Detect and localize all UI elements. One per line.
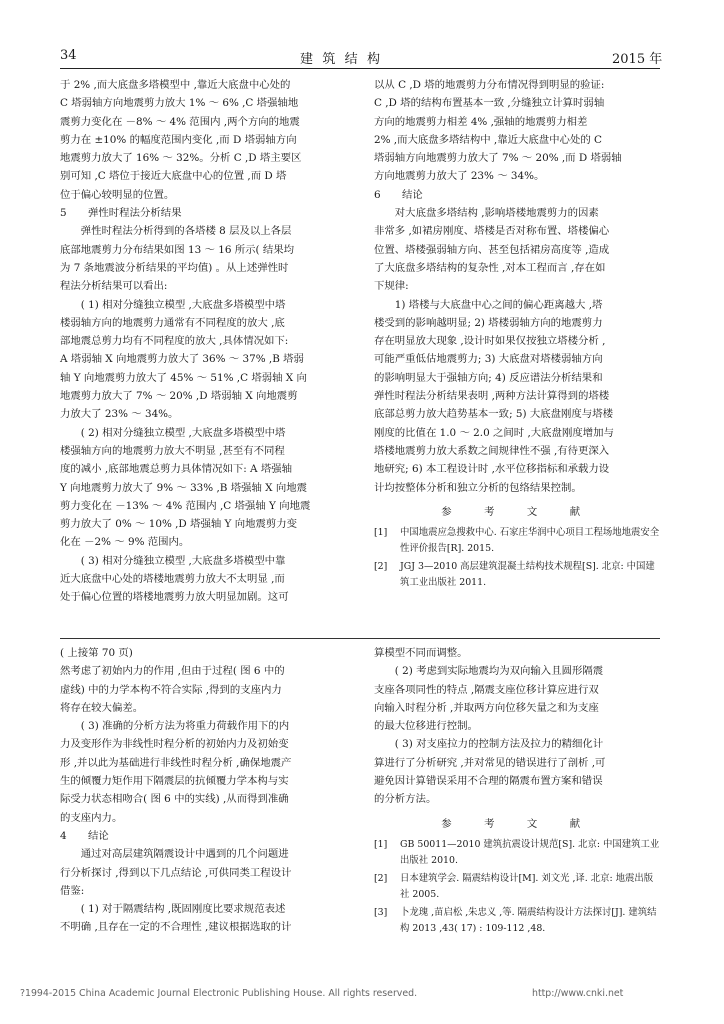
references-list (374, 525, 662, 590)
text-line: 存在明显放大现象 ,设计时如果仅按独立塔楼分析 , (374, 335, 606, 348)
text-line: 楼强轴方向的地震剪力放大不明显 ,甚至有不同程 (60, 444, 285, 457)
text-line: 非常多 ,如裙房刚度、塔楼是否对称布置、塔楼偏心 (374, 225, 610, 238)
text-line: 际受力状态相吻合( 图 6 中的实线) ,从而得到准确 (60, 793, 289, 806)
text-line: A 塔弱轴 X 向地震剪力放大了 36% ～ 37% ,B 塔弱 (60, 353, 304, 366)
text-line: 避免因计算错误采用不合理的隔震布置方案和错误 (374, 775, 603, 788)
text-line: ( 3) 相对分缝独立模型 ,大底盘多塔模型中靠 (80, 554, 286, 567)
text-line: 近大底盘中心处的塔楼地震剪力放大不太明显 ,而 (60, 573, 285, 586)
text-line: 算进行了分析研究 ,并对常见的错误进行了剖析 ,可 (374, 756, 606, 769)
reference-item (374, 905, 662, 936)
text-line: 方向地震剪力放大了 23% ～ 34%。 (374, 170, 545, 183)
reference-item (374, 525, 662, 556)
text-line: 剪力在 ±10% 的幅度范围内变化 ,而 D 塔弱轴方向 (60, 133, 297, 146)
text-line: 化在 －2% ～ 9% 范围内。 (60, 536, 190, 549)
text-line: 了大底盘多塔结构的复杂性 ,对本工程而言 ,存在如 (374, 261, 606, 274)
section-title: 结论 (88, 829, 109, 842)
text-line: C ,D 塔的结构布置基本一致 ,分缝独立计算时弱轴 (374, 97, 605, 110)
text-line: 的分析方法。 (374, 793, 437, 806)
text-line: ( 2) 相对分缝独立模型 ,大底盘多塔模型中塔 (80, 426, 286, 439)
journal-year: 2015 年 (612, 52, 663, 67)
text-line: 形 ,并以此为基础进行非线性时程分析 ,确保地震产 (60, 756, 292, 769)
text-line: 塔弱轴方向地震剪力放大了 7% ～ 20% ,而 D 塔弱轴 (374, 152, 622, 165)
text-line: 算模型不同而调整。 (374, 647, 468, 659)
journal-name: 建 筑 结 构 (300, 52, 383, 67)
text-line: 处于偏心位置的塔楼地震剪力放大明显加剧。这可 (60, 591, 289, 604)
text-line: Y 向地震剪力放大了 9% ～ 33% ,B 塔强轴 X 向地震 (60, 481, 308, 494)
reference-number: [1] (374, 838, 388, 850)
reference-item (374, 871, 662, 902)
text-line: 剪力放大了 0% ～ 10% ,D 塔强轴 Y 向地震剪力变 (60, 518, 298, 531)
page-number: 34 (60, 48, 77, 63)
text-line: 程法分析结果可以看出: (60, 280, 168, 293)
text-line: ( 1) 对于隔震结构 ,既固刚度比要求规范表述 (80, 903, 286, 916)
reference-item (374, 837, 662, 868)
section-heading (60, 827, 356, 845)
section-heading (60, 204, 356, 222)
text-line: 弹性时程法分析结果表明 ,两种方法计算得到的塔楼 (374, 390, 610, 403)
section-heading (374, 186, 662, 204)
text-line: 然考虑了初始内力的作用 ,但由于过程( 图 6 中的 (60, 665, 285, 678)
text-line: 楼弱轴方向的地震剪力通常有不同程度的放大 ,底 (60, 316, 285, 329)
text-line: 通过对高层建筑隔震设计中遇到的几个问题进 (80, 848, 289, 861)
text-line: 底部总剪力放大趋势基本一致; 5) 大底盘刚度与塔楼 (374, 408, 613, 421)
article-bottom-right-column (374, 644, 662, 940)
text-line: 轴 Y 向地震剪力放大了 45% ～ 51% ,C 塔弱轴 X 向 (60, 371, 307, 384)
text-line: 借鉴: (60, 884, 85, 897)
section-number: 4 (60, 829, 67, 842)
text-line: 度的减小 ,底部地震总剪力具体情况如下: A 塔强轴 (60, 463, 293, 476)
reference-text: JGJ 3—2010 高层建筑混凝土结构技术规程[S]. 北京: 中国建筑工业出版社 2011. (400, 561, 655, 588)
text-line: ( 上接第 70 页) (60, 647, 133, 659)
references-list-2 (374, 837, 662, 937)
text-line: 的影响明显大于强轴方向; 4) 反应谱法分析结果和 (374, 371, 603, 384)
text-line: 的支座内力。 (60, 811, 123, 824)
text-line: 地震剪力放大了 7% ～ 20% ,D 塔弱轴 X 向地震剪 (60, 390, 298, 403)
reference-text: 中国地震应急搜救中心. 石家庄华润中心项目工程场地地震安全性评价报告[R]. 2015. (400, 527, 660, 554)
text-line: ( 3) 对支座拉力的控制方法及拉力的精细化计 (394, 738, 604, 751)
text-line: 楼受到的影响越明显; 2) 塔楼弱轴方向的地震剪力 (374, 316, 603, 329)
conclusion-continued-text (374, 644, 662, 809)
section-number: 6 (374, 188, 381, 201)
copyright-footer (20, 988, 624, 999)
conclusion-text (374, 76, 662, 497)
section-number: 5 (60, 207, 67, 220)
reference-text: 日本建筑学会. 隔震结构设计[M]. 刘文光 ,译. 北京: 地震出版社 2005. (400, 873, 654, 900)
text-line: 塔楼地震剪力放大系数之间规律性不强 ,有待更深入 (374, 444, 610, 457)
text-line: 对大底盘多塔结构 ,影响塔楼地震剪力的因素 (394, 207, 599, 220)
text-line: 剪力变化在 －13% ～ 4% 范围内 ,C 塔强轴 Y 向地震 (60, 499, 311, 512)
reference-text: 卜龙瑰 ,苗启松 ,朱忠义 ,等. 隔震结构设计方法探讨[J]. 建筑结构 2013 ,43( 17) : 109-112 ,48. (400, 907, 657, 934)
text-line: 不明确 ,且存在一定的不合理性 ,建议根据选取的计 (60, 921, 292, 934)
article-top-right-column (374, 76, 662, 594)
text-line: 地震剪力放大了 16% ～ 32%。分析 C ,D 塔主要区 (60, 152, 302, 165)
text-line: 向输入时程分析 ,并取两方向位移矢量之和为支座 (374, 701, 599, 714)
article-bottom-left-column (60, 644, 356, 937)
section-title: 弹性时程法分析结果 (88, 207, 182, 220)
text-line: ( 2) 考虑到实际地震均为双向输入且圆形隔震 (394, 665, 604, 678)
text-line: 方向的地震剪力相差 4% ,强轴的地震剪力相差 (374, 115, 588, 128)
text-line: 2% ,而大底盘多塔结构中 ,靠近大底盘中心处的 C (374, 133, 602, 146)
text-line: 为 7 条地震波分析结果的平均值) 。从上述弹性时 (60, 261, 289, 274)
text-line: 位于偏心较明显的位置。 (60, 188, 175, 201)
text-line: 1) 塔楼与大底盘中心之间的偏心距离越大 ,塔 (394, 298, 603, 311)
text-line: 底部地震剪力分布结果如图 13 ～ 16 所示( 结果均 (60, 243, 295, 256)
text-line: 以从 C ,D 塔的地震剪力分布情况得到明显的验证: (374, 79, 605, 91)
header-rule (60, 68, 660, 69)
text-line: 可能严重低估地震剪力; 3) 大底盘对塔楼弱轴方向 (374, 353, 603, 366)
text-line: 支座各项同性的特点 ,隔震支座位移计算应进行双 (374, 683, 599, 696)
reference-number: [2] (374, 561, 388, 573)
text-line: 生的倾覆力矩作用下隔震层的抗倾覆力学本构与实 (60, 775, 289, 788)
text-line: 的最大位移进行控制。 (374, 720, 478, 733)
section-title: 结论 (402, 188, 423, 201)
text-line: 刚度的比值在 1.0 ～ 2.0 之间时 ,大底盘刚度增加与 (374, 426, 614, 439)
text-line: ( 1) 相对分缝独立模型 ,大底盘多塔模型中塔 (80, 298, 286, 311)
reference-number: [2] (374, 873, 388, 885)
text-line: 力及变形作为非线性时程分析的初始内力及初始变 (60, 738, 289, 751)
text-line: 下规律: (374, 280, 409, 293)
copyright-text: ?1994-2015 China Academic Journal Electronic Publishing House. All rights reserved. (20, 988, 418, 999)
text-line: 地研究; 6) 本工程设计时 ,水平位移指标和承载力设 (374, 463, 610, 476)
text-line: 计均按整体分析和独立分析的包络结果控制。 (374, 481, 582, 494)
references-heading: 参 考 文 献 (441, 505, 595, 518)
text-line: 部地震总剪力均有不同程度的放大 ,具体情况如下: (60, 335, 289, 348)
text-line: 弹性时程法分析得到的各塔楼 8 层及以上各层 (80, 225, 292, 238)
text-line: 虚线) 中的力学本构不符合实际 ,得到的支座内力 (60, 683, 282, 696)
article-separator (60, 638, 660, 639)
reference-item (374, 559, 662, 590)
text-line: C 塔弱轴方向地震剪力放大 1% ～ 6% ,C 塔强轴地 (60, 97, 299, 110)
cnki-url: http://www.cnki.net (532, 988, 624, 999)
text-line: 将存在较大偏差。 (60, 701, 144, 714)
text-line: 力放大了 23% ～ 34%。 (60, 408, 179, 421)
article-top-left-column (60, 76, 356, 607)
reference-text: GB 50011—2010 建筑抗震设计规范[S]. 北京: 中国建筑工业出版社 2010. (400, 838, 660, 866)
text-line: 行分析探讨 ,得到以下几点结论 ,可供同类工程设计 (60, 866, 292, 879)
reference-number: [3] (374, 907, 388, 919)
text-line: 位置、塔楼强弱轴方向、甚至包括裙房高度等 ,造成 (374, 243, 610, 256)
text-line: 别可知 ,C 塔位于接近大底盘中心的位置 ,而 D 塔 (60, 170, 287, 183)
reference-number: [1] (374, 527, 388, 539)
text-line: 震剪力变化在 －8% ～ 4% 范围内 ,两个方向的地震 (60, 115, 300, 128)
text-line: ( 3) 准确的分析方法为将重力荷载作用下的内 (80, 720, 290, 733)
text-line: 于 2% ,而大底盘多塔模型中 ,靠近大底盘中心处的 (60, 79, 291, 91)
references-heading-2: 参 考 文 献 (441, 817, 595, 830)
